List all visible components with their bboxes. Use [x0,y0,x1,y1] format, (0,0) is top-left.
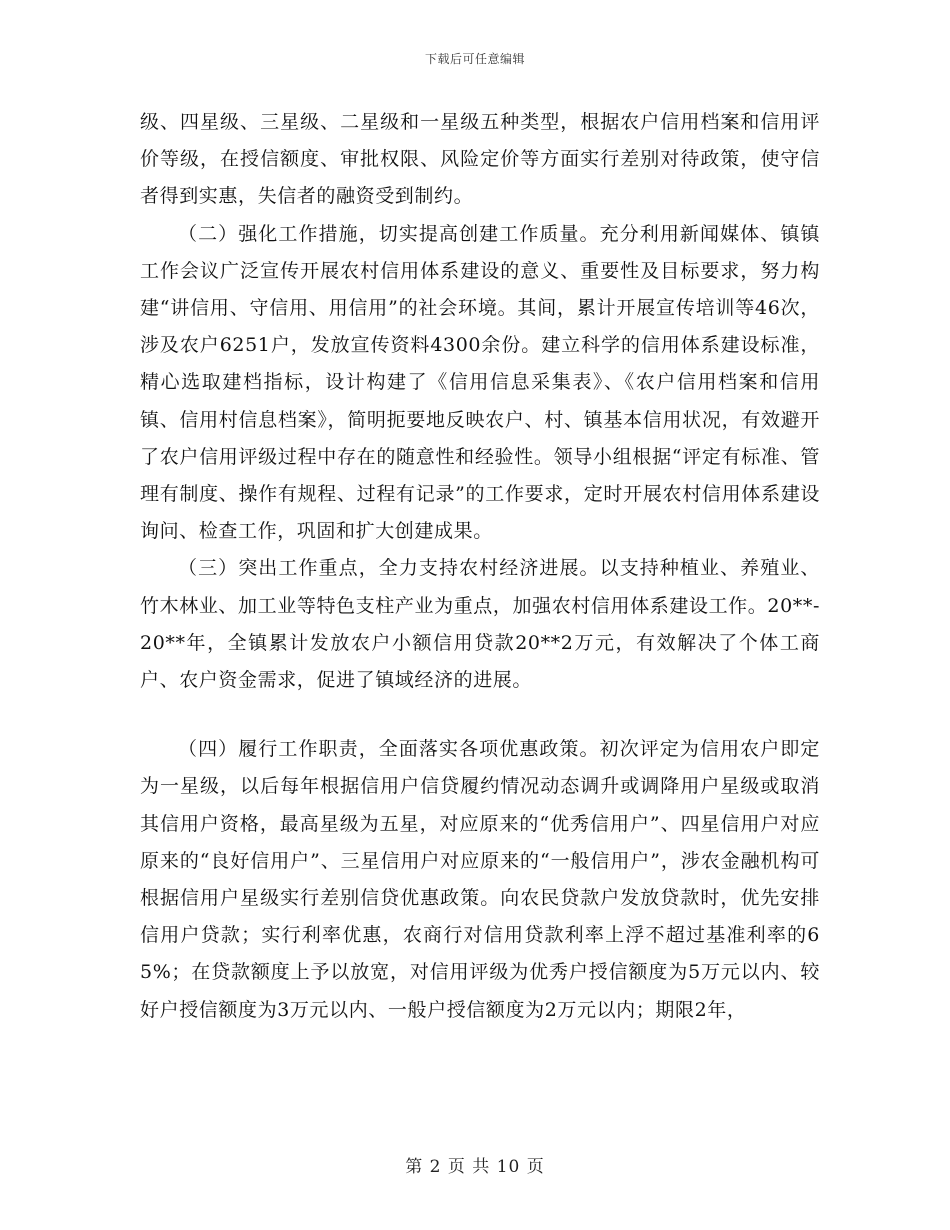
paragraph-section-4: （四）履行工作职责，全面落实各项优惠政策。初次评定为信用农户即定为一星级，以后每年根据信用户信贷履约情况动态调升或调降用户星级或取消其信用户资格，最高星级为五星，对应原来的“优秀信用户”、四星信用户对应原来的“良好信用户”、三星信用户对应原来的“一般信用户”，涉农金融机构可根据信用户星级实行差别信贷优惠政策。向农民贷款户发放贷款时，优先安排信用户贷款；实行利率优惠，农商行对信用贷款利率上浮不超过基准利率的65%；在贷款额度上予以放宽，对信用评级为优秀户授信额度为5万元以内、较好户授信额度为3万元以内、一般户授信额度为2万元以内；期限2年， [140,738,820,1021]
paragraph-section-3: （三）突出工作重点，全力支持农村经济进展。以支持种植业、养殖业、竹木林业、加工业等特色支柱产业为重点，加强农村信用体系建设工作。20**-20**年，全镇累计发放农户小额信用贷款20**2万元，有效解决了个体工商户、农户资金需求，促进了镇域经济的进展。 [140,557,820,692]
paragraph-section-2: （二）强化工作措施，切实提高创建工作质量。充分利用新闻媒体、镇镇工作会议广泛宣传开展农村信用体系建设的意义、重要性及目标要求，努力构建“讲信用、守信用、用信用”的社会环境。其间，累计开展宣传培训等46次，涉及农户6251户，发放宣传资料4300余份。建立科学的信用体系建设标准，精心选取建档指标，设计构建了《信用信息采集表》、《农户信用档案和信用镇、信用村信息档案》，简明扼要地反映农户、村、镇基本信用状况，有效避开了农户信用评级过程中存在的随意性和经验性。领导小组根据“评定有标准、管理有制度、操作有规程、过程有记录”的工作要求，定时开展农村信用体系建设询问、检查工作，巩固和扩大创建成果。 [140,222,820,543]
paragraph-continuation: 级、四星级、三星级、二星级和一星级五种类型，根据农户信用档案和信用评价等级，在授信额度、审批权限、风险定价等方面实行差别对待政策，使守信者得到实惠，失信者的融资受到制约。 [140,111,820,208]
page-number-footer: 第 2 页 共 10 页 [405,1157,545,1177]
document-body [140,104,820,1029]
page-header: 下载后可任意编辑 [424,52,525,66]
